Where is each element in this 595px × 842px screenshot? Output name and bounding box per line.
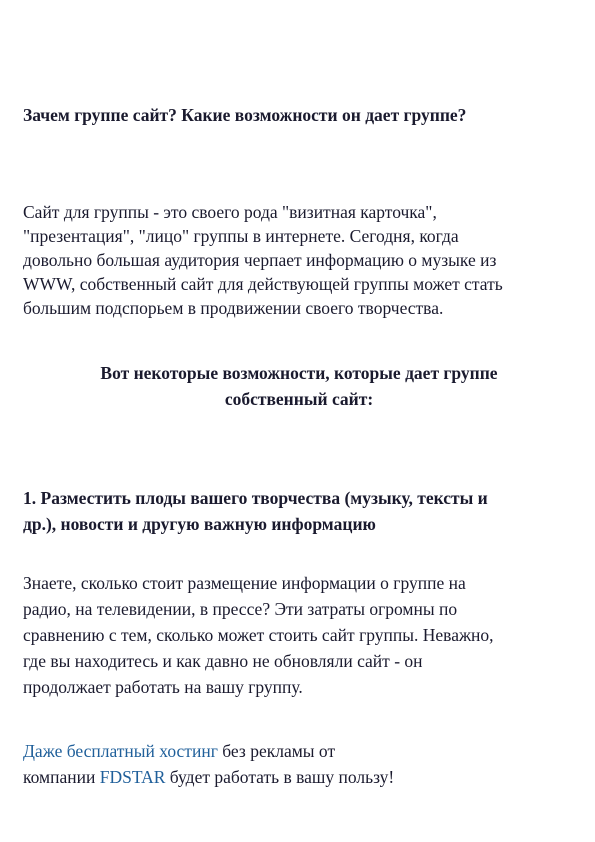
hosting-ad-paragraph bbox=[23, 738, 575, 790]
section1-line: сравнению с тем, сколько может стоить сайт группы. Неважно, bbox=[23, 625, 494, 645]
fdstar-link[interactable]: FDSTAR bbox=[99, 767, 166, 787]
features-heading-line: Вот некоторые возможности, которые дает группе bbox=[100, 363, 498, 383]
ad-line-2 bbox=[23, 764, 575, 790]
section1-line: радио, на телевидении, в прессе? Эти затраты огромны по bbox=[23, 599, 458, 619]
section1-heading bbox=[23, 485, 575, 537]
ad-text: будет работать в вашу пользу! bbox=[165, 767, 395, 787]
free-hosting-link[interactable]: Даже бесплатный хостинг bbox=[23, 741, 218, 761]
intro-line: большим подспорьем в продвижении своего творчества. bbox=[23, 298, 444, 318]
intro-line: Сайт для группы - это своего рода "визитная карточка", bbox=[23, 202, 437, 222]
section1-heading-line: 1. Разместить плоды вашего творчества (музыку, тексты и bbox=[23, 488, 488, 508]
features-heading bbox=[23, 360, 575, 412]
intro-line: довольно большая аудитория черпает информацию о музыке из bbox=[23, 250, 497, 270]
intro-line: WWW, собственный сайт для действующей группы может стать bbox=[23, 274, 503, 294]
page-title: Зачем группе сайт? Какие возможности он дает группе? bbox=[23, 105, 467, 125]
intro-line: "презентация", "лицо" группы в интернете. Сегодня, когда bbox=[23, 226, 459, 246]
ad-line-1 bbox=[23, 738, 575, 764]
features-heading-line: собственный сайт: bbox=[224, 389, 374, 409]
ad-text: без рекламы от bbox=[217, 741, 336, 761]
ad-text: компании bbox=[23, 767, 100, 787]
intro-paragraph bbox=[23, 200, 575, 320]
section1-line: Знаете, сколько стоит размещение информации о группе на bbox=[23, 573, 466, 593]
section1-paragraph bbox=[23, 570, 575, 700]
section1-line: продолжает работать на вашу группу. bbox=[23, 677, 303, 697]
section1-heading-line: др.), новости и другую важную информацию bbox=[23, 514, 376, 534]
section1-line: где вы находитесь и как давно не обновляли сайт - он bbox=[23, 651, 423, 671]
